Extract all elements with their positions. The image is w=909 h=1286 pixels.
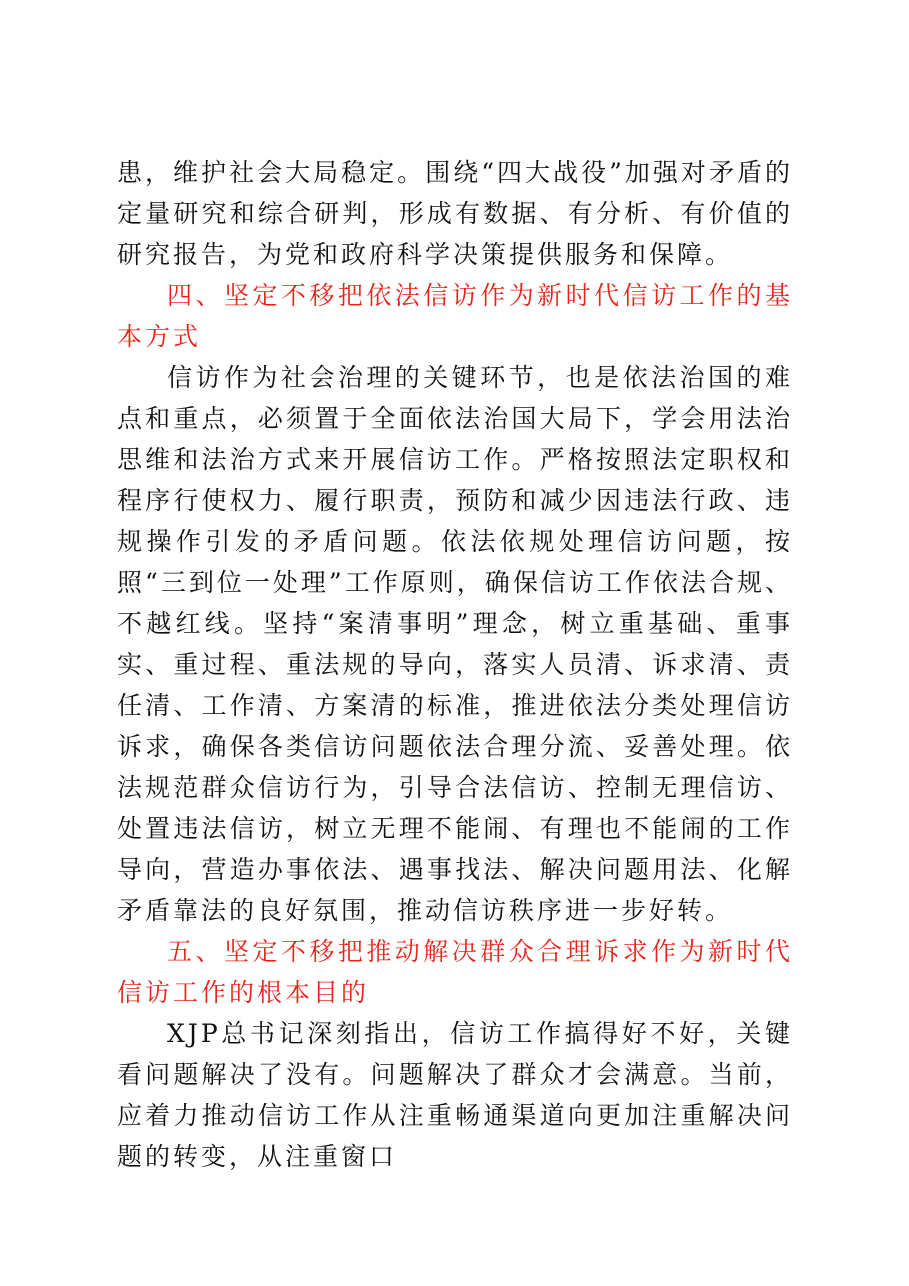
- paragraph-section-5: XJP总书记深刻指出，信访工作搞得好不好，关键看问题解决了没有。问题解决了群众才会满意。当前，应着力推动信访工作从注重畅通渠道向更加注重解决问题的转变，从注重窗口: [117, 1019, 793, 1171]
- section-heading-4: 四、坚定不移把依法信访作为新时代信访工作的基本方式: [117, 281, 793, 351]
- document-body: [117, 152, 793, 1177]
- paragraph-section-4: 信访作为社会治理的关键环节，也是依法治国的难点和重点，必须置于全面依法治国大局下，学会用法治思维和法治方式来开展信访工作。严格按照法定职权和程序行使权力、履行职责，预防和减少因违法行政、违规操作引发的矛盾问题。依法依规处理信访问题，按照“三到位一处理”工作原则，确保信访工作依法合规、不越红线。坚持“案清事明”理念，树立重基础、重事实、重过程、重法规的导向，落实人员清、诉求清、责任清、工作清、方案清的标准，推进依法分类处理信访诉求，确保各类信访问题依法合理分流、妥善处理。依法规范群众信访行为，引导合法信访、控制无理信访、处置违法信访，树立无理不能闹、有理也不能闹的工作导向，营造办事依法、遇事找法、解决问题用法、化解矛盾靠法的良好氛围，推动信访秩序进一步好转。: [117, 363, 793, 925]
- section-heading-5: 五、坚定不移把推动解决群众合理诉求作为新时代信访工作的根本目的: [117, 937, 793, 1007]
- paragraph-continuation: 患，维护社会大局稳定。围绕“四大战役”加强对矛盾的定量研究和综合研判，形成有数据、有分析、有价值的研究报告，为党和政府科学决策提供服务和保障。: [117, 158, 793, 269]
